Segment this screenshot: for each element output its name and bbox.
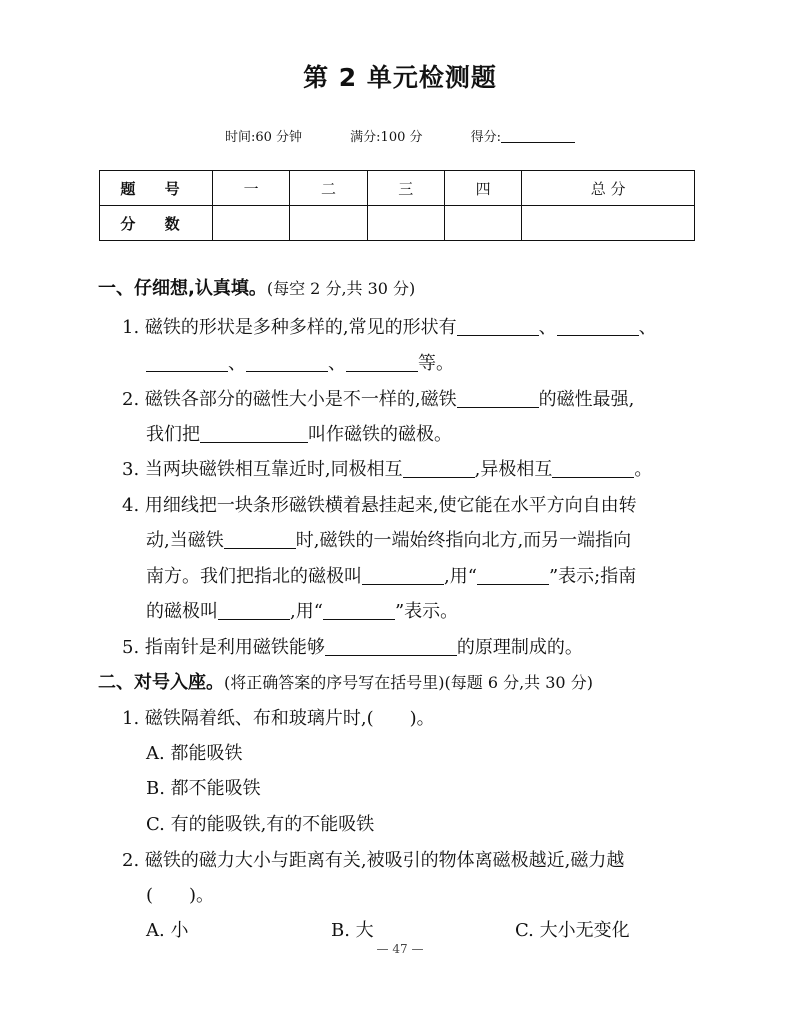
question-text: ,异极相互 (474, 459, 553, 480)
answer-blank[interactable] (146, 353, 228, 372)
question-text: )。 (189, 885, 215, 906)
question-text: )。 (409, 708, 435, 729)
header-cell: 四 (444, 171, 521, 206)
section2-note: (将正确答案的序号写在括号里)(每题 6 分,共 30 分) (224, 673, 593, 692)
question-text: 的原理制成的。 (456, 637, 583, 658)
header-cell: 总 分 (522, 171, 695, 206)
question-text: 动,当磁铁 (146, 530, 224, 551)
answer-blank[interactable] (362, 566, 444, 585)
s2-q2-option-c: C. 大小无变化 (515, 920, 630, 941)
section1-note: (每空 2 分,共 30 分) (266, 279, 416, 298)
score-cell[interactable] (522, 206, 695, 241)
answer-blank[interactable] (457, 317, 539, 336)
page-number: — 47 — (376, 942, 424, 956)
score-cell[interactable] (290, 206, 367, 241)
s1-q1-line2 (146, 349, 454, 375)
question-text: 1. 磁铁隔着纸、布和玻璃片时,( (122, 708, 374, 729)
answer-blank[interactable] (477, 566, 549, 585)
question-text: ,用“ (290, 601, 323, 622)
score-field (471, 130, 575, 145)
s1-q4-line1 (122, 491, 637, 517)
page-title: 第 2 单元检测题 (303, 63, 497, 92)
section2-heading (98, 668, 593, 694)
question-text: 我们把 (146, 424, 200, 445)
answer-blank[interactable] (200, 424, 308, 443)
score-label: 得分: (470, 130, 502, 145)
s1-q3 (122, 455, 652, 481)
s2-q1-stem (122, 704, 435, 730)
question-text: ”表示。 (394, 601, 459, 622)
s1-q2-line1 (122, 385, 634, 411)
question-text: 3. 当两块磁铁相互靠近时,同极相互 (122, 459, 403, 480)
answer-blank[interactable] (218, 601, 290, 620)
row-label-cell: 分 数 (100, 206, 213, 241)
separator: 、 (538, 317, 557, 338)
score-cell[interactable] (367, 206, 444, 241)
s2-q1-option-c: C. 有的能吸铁,有的不能吸铁 (146, 814, 375, 835)
score-table-header-row (100, 171, 695, 206)
question-text: 。 (634, 459, 653, 480)
score-blank[interactable] (501, 130, 575, 143)
s2-q1-option-a: A. 都能吸铁 (146, 743, 243, 764)
question-text: 南方。我们把指北的磁极叫 (146, 566, 362, 587)
s2-q2-option-b: B. 大 (331, 920, 374, 941)
answer-blank[interactable] (552, 459, 634, 478)
header-cell: 二 (290, 171, 367, 206)
question-text: 的磁性最强, (538, 389, 635, 410)
question-text: 5. 指南针是利用磁铁能够 (122, 637, 325, 658)
s2-q2-option-a: A. 小 (146, 920, 189, 941)
answer-blank[interactable] (557, 317, 639, 336)
answer-blank[interactable] (457, 389, 539, 408)
s2-q1-option-b: B. 都不能吸铁 (146, 778, 261, 799)
score-table-score-row (100, 206, 695, 241)
exam-meta (0, 126, 800, 145)
s1-q4-line3 (146, 562, 636, 588)
s2-q2-stem-cont (146, 881, 214, 907)
section1-title: 一、仔细想,认真填。 (98, 278, 267, 299)
question-text: 2. 磁铁各部分的磁性大小是不一样的,磁铁 (122, 389, 457, 410)
section2-title: 二、对号入座。 (98, 672, 224, 693)
question-text: 叫作磁铁的磁极。 (308, 424, 452, 445)
question-text: 等。 (418, 353, 454, 374)
s1-q4-line4 (146, 597, 458, 623)
answer-blank[interactable] (325, 637, 457, 656)
header-cell: 一 (213, 171, 290, 206)
answer-blank[interactable] (323, 601, 395, 620)
score-cell[interactable] (444, 206, 521, 241)
header-cell: 题 号 (100, 171, 213, 206)
full-score: 满分:100 分 (350, 130, 423, 145)
answer-blank[interactable] (246, 353, 328, 372)
s1-q4-line2 (146, 526, 631, 552)
question-text: 的磁极叫 (146, 601, 218, 622)
s1-q2-line2 (146, 420, 452, 446)
s1-q5 (122, 633, 583, 659)
separator: 、 (328, 353, 346, 374)
section1-heading (98, 274, 415, 300)
header-cell: 三 (367, 171, 444, 206)
separator: 、 (228, 353, 246, 374)
separator: 、 (638, 317, 657, 338)
question-text: ,用“ (444, 566, 477, 587)
s1-q1-line1 (122, 313, 657, 339)
question-text: ( (146, 885, 154, 906)
time-limit: 时间:60 分钟 (224, 130, 303, 145)
answer-blank[interactable] (346, 353, 418, 372)
s2-q2-stem: 2. 磁铁的磁力大小与距离有关,被吸引的物体离磁极越近,磁力越 (122, 850, 625, 871)
question-text: 4. 用细线把一块条形磁铁横着悬挂起来,使它能在水平方向自由转 (122, 495, 637, 516)
question-text: 时,磁铁的一端始终指向北方,而另一端指向 (295, 530, 632, 551)
question-text: ”表示;指南 (548, 566, 637, 587)
answer-blank[interactable] (403, 459, 475, 478)
answer-blank[interactable] (224, 530, 296, 549)
score-table (99, 170, 695, 241)
question-text: 1. 磁铁的形状是多种多样的,常见的形状有 (122, 317, 457, 338)
score-cell[interactable] (213, 206, 290, 241)
